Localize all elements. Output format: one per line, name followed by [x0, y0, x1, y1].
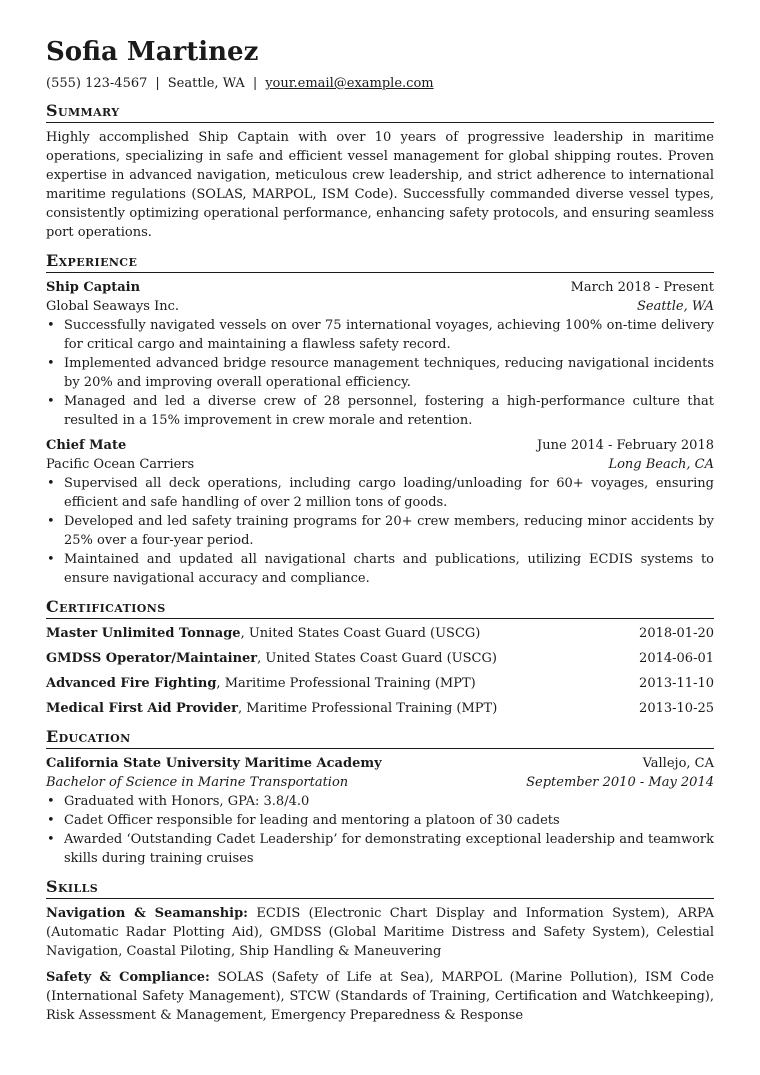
phone: (555) 123-4567	[46, 76, 148, 91]
section-title-certifications: Certifications	[46, 597, 714, 619]
skill-group	[46, 904, 714, 961]
job-role: Chief Mate	[46, 438, 127, 453]
section-title-skills: Skills	[46, 877, 714, 899]
education-dates: September 2010 - May 2014	[526, 775, 714, 790]
list-item: • Managed and led a diverse crew of 28 personnel, fostering a high-performance culture that resulted in a 15% improvement in crew morale and retention.	[64, 392, 714, 430]
job-location: Long Beach, CA	[608, 457, 714, 472]
certification-date: 2014-06-01	[639, 651, 714, 666]
candidate-name: Sofia Martinez	[46, 37, 259, 67]
job-subheader	[46, 297, 714, 316]
skill-group-label: Safety & Compliance:	[46, 970, 210, 985]
certification-row: GMDSS Operator/Maintainer, United States Coast Guard (USCG) 2014-06-01	[46, 651, 714, 666]
job-dates: June 2014 - February 2018	[537, 438, 714, 453]
education-header	[46, 754, 714, 773]
list-item: • Implemented advanced bridge resource management techniques, reducing navigational incidents by 20% and improving overall operational efficiency.	[64, 354, 714, 392]
job-subheader	[46, 455, 714, 474]
location: Seattle, WA	[167, 76, 245, 91]
job-dates: March 2018 - Present	[570, 280, 714, 295]
list-item: • Graduated with Honors, GPA: 3.8/4.0	[64, 792, 714, 811]
list-item: • Cadet Officer responsible for leading and mentoring a platoon of 30 cadets	[64, 811, 714, 830]
list-item: • Successfully navigated vessels on over 75 international voyages, achieving 100% on-time delivery for critical cargo and maintaining a flawless safety record.	[64, 316, 714, 354]
certification-date: 2018-01-20	[639, 626, 714, 641]
certification-date: 2013-11-10	[639, 676, 714, 691]
section-title-summary: Summary	[46, 101, 714, 123]
skill-group	[46, 968, 714, 1025]
section-title-education: Education	[46, 727, 714, 749]
list-item: • Developed and led safety training programs for 20+ crew members, reducing minor accidents by 25% over a four-year period.	[64, 512, 714, 550]
skill-group-label: Navigation & Seamanship:	[46, 906, 248, 921]
degree: Bachelor of Science in Marine Transportation	[46, 775, 349, 790]
certification-name: Advanced Fire Fighting	[46, 676, 217, 691]
job-company: Pacific Ocean Carriers	[46, 457, 195, 472]
certification-row: Master Unlimited Tonnage, United States Coast Guard (USCG) 2018-01-20	[46, 626, 714, 641]
email-link[interactable]: your.email@example.com	[265, 76, 434, 91]
certification-issuer: Maritime Professional Training (MPT)	[224, 676, 476, 691]
certification-row: Advanced Fire Fighting, Maritime Professional Training (MPT) 2013-11-10	[46, 676, 714, 691]
education-bullets	[46, 792, 714, 868]
certification-row: Medical First Aid Provider, Maritime Professional Training (MPT) 2013-10-25	[46, 701, 714, 716]
job-entry	[46, 436, 714, 588]
list-item: • Supervised all deck operations, including cargo loading/unloading for 60+ voyages, ensuring efficient and safe handling of over 2 million tons of goods.	[64, 474, 714, 512]
job-entry	[46, 278, 714, 430]
certification-issuer: Maritime Professional Training (MPT)	[246, 701, 498, 716]
job-bullets	[46, 474, 714, 588]
list-item: • Maintained and updated all navigational charts and publications, utilizing ECDIS systems to ensure navigational accuracy and compliance.	[64, 550, 714, 588]
list-item: • Awarded ‘Outstanding Cadet Leadership’ for demonstrating exceptional leadership and teamwork skills during training cruises	[64, 830, 714, 868]
job-header	[46, 436, 714, 455]
job-company: Global Seaways Inc.	[46, 299, 180, 314]
job-location: Seattle, WA	[636, 299, 714, 314]
education-subheader	[46, 773, 714, 792]
separator: |	[252, 76, 258, 91]
certification-issuer: United States Coast Guard (USCG)	[248, 626, 481, 641]
job-bullets	[46, 316, 714, 430]
school-location: Vallejo, CA	[642, 756, 714, 771]
certification-name: Medical First Aid Provider	[46, 701, 238, 716]
skill-group-text: SOLAS (Safety of Life at Sea), MARPOL (Marine Pollution), ISM Code (International Safety Management), STCW (Standards of Training, Certification and Watchkeeping), Risk Assessment & Management, Emergency Preparedness & Response	[46, 970, 714, 1023]
certification-issuer: United States Coast Guard (USCG)	[265, 651, 497, 666]
job-header	[46, 278, 714, 297]
job-role: Ship Captain	[46, 280, 141, 295]
separator: |	[155, 76, 160, 91]
certification-name: Master Unlimited Tonnage	[46, 626, 241, 641]
skill-group-text: ECDIS (Electronic Chart Display and Information System), ARPA (Automatic Radar Plotting Aid), GMDSS (Global Maritime Distress and Safety System), Celestial Navigation, Coastal Piloting, Ship Handling & Maneuvering	[46, 906, 714, 959]
school-name: California State University Maritime Academy	[46, 756, 382, 771]
section-title-experience: Experience	[46, 251, 714, 273]
certification-date: 2013-10-25	[639, 701, 714, 716]
summary-text: Highly accomplished Ship Captain with over 10 years of progressive leadership in maritime operations, specializing in safe and efficient vessel management for global shipping routes. Proven expertise in advanced navigation, meticulous crew leadership, and strict adherence to international maritime regulations (SOLAS, MARPOL, ISM Code). Successfully commanded diverse vessel types, consistently optimizing operational performance, enhancing safety protocols, and ensuring seamless port operations.	[46, 130, 714, 240]
certification-name: GMDSS Operator/Maintainer	[46, 651, 258, 666]
contact-line	[46, 74, 714, 93]
